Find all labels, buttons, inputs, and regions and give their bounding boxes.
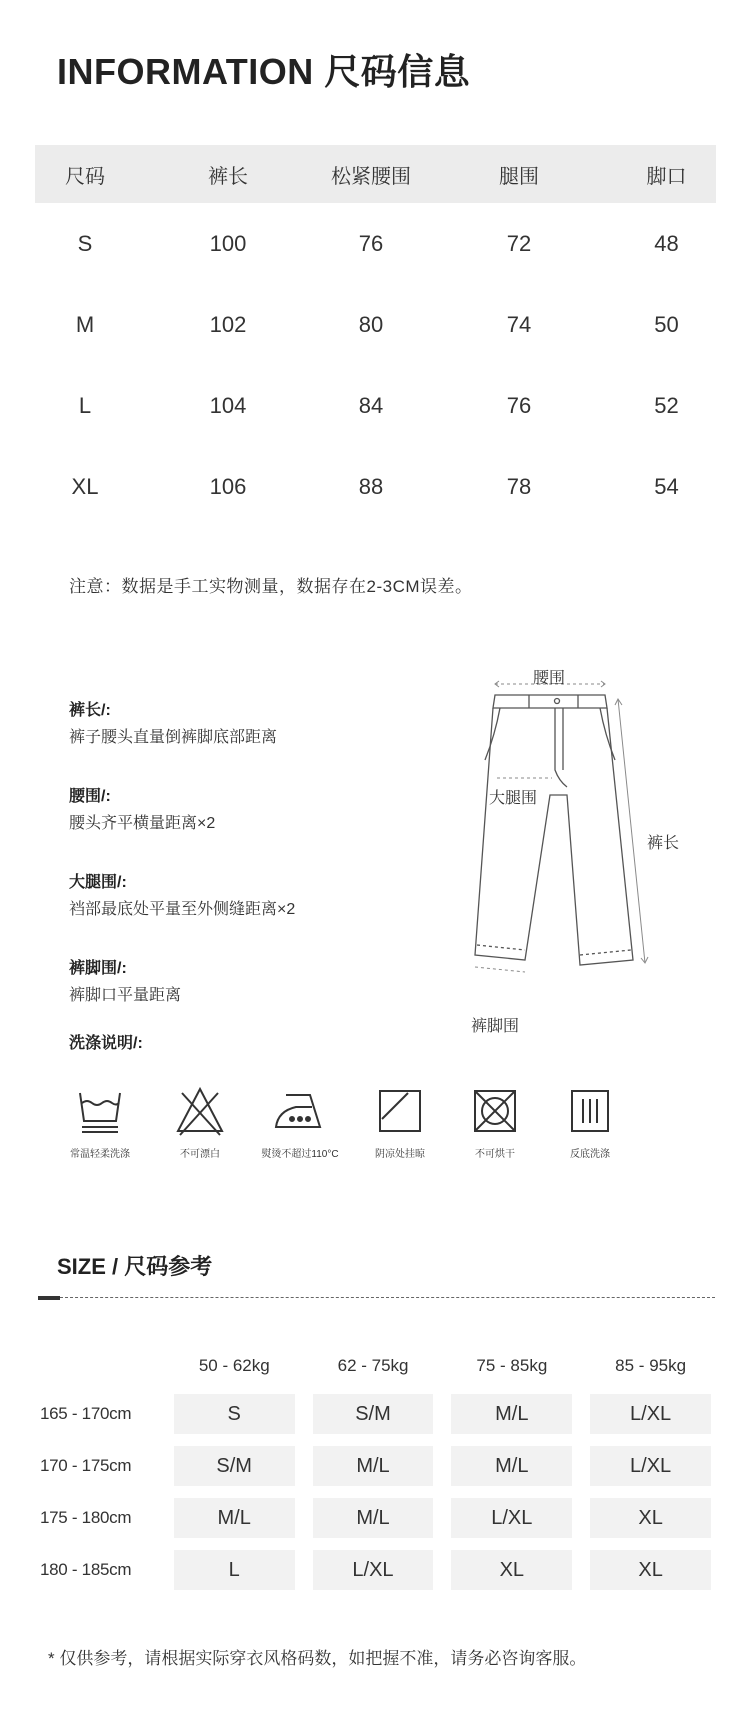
- thigh-label: 大腿围: [489, 790, 538, 807]
- definition-label: 腰围/:: [69, 788, 111, 805]
- size-cell: L/XL: [313, 1550, 434, 1590]
- definition-text: 裤子腰头直量倒裤脚底部距离: [69, 729, 278, 746]
- table-cell: 84: [358, 392, 384, 418]
- size-cell: XL: [451, 1550, 572, 1590]
- table-cell: L: [78, 392, 92, 418]
- weight-header: 75 - 85kg: [476, 1356, 548, 1375]
- table-row: [35, 446, 716, 527]
- height-row: [40, 1446, 720, 1486]
- size-cell: M/L: [174, 1498, 295, 1538]
- table-cell: 88: [358, 473, 384, 499]
- size-cell: XL: [590, 1550, 711, 1590]
- size-cell: M/L: [313, 1446, 434, 1486]
- table-cell: 54: [654, 473, 679, 499]
- height-row: [40, 1394, 720, 1434]
- table-cell: S: [77, 230, 93, 256]
- inside-out-wash-icon: [564, 1085, 616, 1137]
- size-reference-grid: [40, 1350, 720, 1590]
- definition-text: 腰头齐平横量距离×2: [69, 815, 216, 832]
- table-cell: 74: [506, 311, 532, 337]
- size-cell: L: [174, 1550, 295, 1590]
- hem-label: 裤脚围: [471, 1018, 520, 1035]
- column-header: 尺码: [65, 165, 105, 188]
- no-bleach-icon: [174, 1085, 226, 1137]
- care-label: 不可烘干: [475, 1149, 515, 1160]
- size-cell: L/XL: [451, 1498, 572, 1538]
- care-item: [350, 1085, 450, 1160]
- table-cell: 52: [654, 392, 679, 418]
- footnote: * 仅供参考，请根据实际穿衣风格码数，如把握不准，请务必咨询客服。: [48, 1649, 587, 1668]
- size-table: [35, 145, 716, 527]
- column-header: 腿围: [499, 165, 539, 188]
- table-cell: XL: [71, 473, 99, 499]
- washing-title: 洗涤说明/:: [69, 1035, 143, 1052]
- height-label: 175 - 180cm: [40, 1508, 132, 1527]
- size-cell: L/XL: [590, 1394, 711, 1434]
- iron-icon: [272, 1085, 328, 1137]
- shade-hang-dry-icon: [374, 1085, 426, 1137]
- weight-header: 85 - 95kg: [615, 1356, 687, 1375]
- no-tumble-dry-icon: [469, 1085, 521, 1137]
- table-cell: 76: [506, 392, 532, 418]
- size-cell: L/XL: [590, 1446, 711, 1486]
- table-cell: 102: [209, 311, 247, 337]
- weight-header: 62 - 75kg: [337, 1356, 409, 1375]
- height-label: 170 - 175cm: [40, 1456, 132, 1475]
- care-label: 阴凉处挂晾: [375, 1149, 425, 1160]
- measurement-note: 注意：数据是手工实物测量，数据存在2-3CM误差。: [69, 577, 473, 596]
- height-label: 180 - 185cm: [40, 1560, 132, 1579]
- table-cell: 100: [209, 230, 247, 256]
- care-item: [150, 1085, 250, 1160]
- table-cell: 48: [654, 230, 679, 256]
- measurement-definitions: [69, 700, 449, 1044]
- column-header: 裤长: [208, 165, 248, 188]
- table-cell: 76: [358, 230, 384, 256]
- size-reference-title: SIZE / 尺码参考: [57, 1254, 213, 1279]
- definition-label: 裤脚围/:: [69, 960, 127, 977]
- waist-label: 腰围: [533, 670, 566, 687]
- table-row: [35, 365, 716, 446]
- definition-length: [69, 700, 449, 750]
- page-title: INFORMATION 尺码信息: [57, 51, 471, 92]
- height-row: [40, 1550, 720, 1590]
- table-cell: 78: [506, 473, 532, 499]
- size-cell: M/L: [313, 1498, 434, 1538]
- care-label: 反底洗涤: [570, 1149, 610, 1160]
- table-cell: 80: [358, 311, 384, 337]
- care-label: 熨烫不超过110°C: [261, 1149, 339, 1160]
- definition-label: 裤长/:: [69, 702, 111, 719]
- section-divider-accent: [38, 1296, 60, 1300]
- size-cell: M/L: [451, 1394, 572, 1434]
- definition-hem: [69, 958, 449, 1008]
- length-label: 裤长: [647, 835, 680, 852]
- weight-header-row: [40, 1350, 720, 1382]
- size-cell: S: [174, 1394, 295, 1434]
- table-cell: 50: [654, 311, 679, 337]
- table-cell: 104: [209, 392, 247, 418]
- definition-label: 大腿围/:: [69, 874, 127, 891]
- height-label: 165 - 170cm: [40, 1404, 132, 1423]
- section-divider: [60, 1297, 715, 1298]
- size-cell: S/M: [313, 1394, 434, 1434]
- column-header: 松紧腰围: [331, 165, 411, 188]
- height-row: [40, 1498, 720, 1538]
- definition-waist: [69, 786, 449, 836]
- care-item: [445, 1085, 545, 1160]
- table-cell: 106: [209, 473, 247, 499]
- definition-thigh: [69, 872, 449, 922]
- table-row: [35, 203, 716, 284]
- care-label: 不可漂白: [180, 1149, 220, 1160]
- care-item: [250, 1085, 350, 1160]
- size-cell: M/L: [451, 1446, 572, 1486]
- size-cell: S/M: [174, 1446, 295, 1486]
- weight-header: 50 - 62kg: [198, 1356, 270, 1375]
- column-header: 脚口: [646, 165, 687, 188]
- care-item: [50, 1085, 150, 1160]
- definition-text: 裤脚口平量距离: [69, 987, 182, 1004]
- table-cell: M: [75, 311, 95, 337]
- size-cell: XL: [590, 1498, 711, 1538]
- pants-illustration: [455, 675, 705, 1035]
- care-item: [540, 1085, 640, 1160]
- definition-text: 裆部最底处平量至外侧缝距离×2: [69, 901, 296, 918]
- pants-diagram: [455, 670, 705, 1035]
- care-label: 常温轻柔洗涤: [70, 1149, 130, 1160]
- table-cell: 72: [506, 230, 532, 256]
- table-row: [35, 284, 716, 365]
- gentle-wash-icon: [74, 1085, 126, 1137]
- size-table-header: [35, 145, 716, 203]
